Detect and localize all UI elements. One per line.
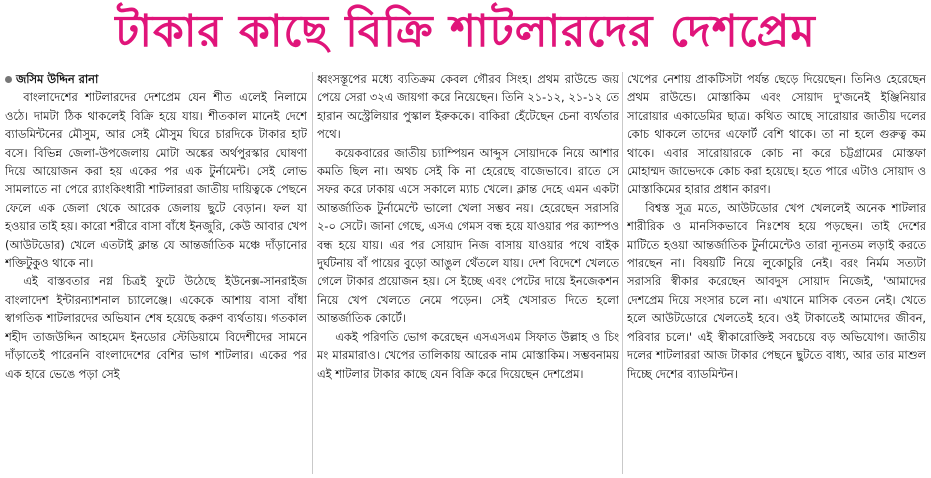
paragraph: কয়েকবারের জাতীয় চ্যাম্পিয়ন আব্দুস সোয়াদকে নিয়ে আশার কমতি ছিল না। অথচ সেই কি না হেরেছে বাজেভাবে। রাতে সে সফর করে ঢাকায় এসে সকালে ম্যাচ খেলে। ক্লান্ত দেহে এমন একটা আন্তর্জাতিক টুর্নামেন্টে ভালো খেলা সম্ভব নয়। হেরেছেন সরাসরি ২-০ সেটে। জানা গেছে, এসএ গেমস বন্ধ হয়ে যাওয়ার পর ক্যাম্পও বন্ধ হয়ে যায়। এর পর সোয়াদ নিজ বাসায় যাওয়ার পথে বাইক দুর্ঘটনায় বাঁ পায়ের বুড়ো আঙুল থেঁতলে যায়। দেশ বিদেশে খেলতে গেলে টাকার প্রয়োজন হয়। সে ইচ্ছে এবং পেটের দায়ে ইনজেকশন নিয়ে খেপ খেলতে নেমে পড়েন। সেই খেসারত দিতে হলো আন্তর্জাতিক কোর্টে। <box>317 145 619 326</box>
byline <box>5 70 307 88</box>
column-separator <box>312 72 313 474</box>
paragraph: একই পরিণতি ভোগ করেছেন এসএসএম সিফাত উল্লাহ ও চিং মং মারমারাও। খেপের তালিকায় আরেক নাম মোস্তাকিম। সম্ভবনাময় এই শাটলার টাকার কাছে যেন বিক্রি করে দিয়েছেন দেশপ্রেম। <box>317 329 619 381</box>
column-separator <box>622 72 623 474</box>
bullet-icon <box>5 76 12 83</box>
article-columns <box>5 70 926 476</box>
headline: টাকার কাছে বিক্রি শাটলারদের দেশপ্রেম <box>115 6 816 57</box>
paragraph: ধ্বংসস্তূপের মধ্যে ব্যতিক্রম কেবল গৌরব সিংহ। প্রথম রাউন্ডে জয় পেয়ে সেরা ৩২এ জায়গা করে নিয়েছেন। তিনি ২১-১২, ২১-১২ তে হারান অস্ট্রেলিয়ার পুস্কাল ইরুককে। বাকিরা হেঁটেছেন চেনা ব্যর্থতার পথে। <box>317 72 619 142</box>
paragraph: বাংলাদেশের শাটলারদের দেশপ্রেম যেন শীত এলেই নিলামে ওঠে। দামটা ঠিক থাকলেই বিক্রি হয়ে যায়। শীতকাল মানেই দেশে ব্যাডমিন্টনের মৌসুম, আর সেই মৌসুম ঘিরে চারদিকে টাকার হাট বসে। বিভিন্ন জেলা-উপজেলায় মোটা অঙ্কের অর্থপুরস্কার ঘোষণা দিয়ে আয়োজন করা হয় একের পর এক টুর্নামেন্ট। সেই লোভ সামলাতে না পেরে র‍্যাংকিংধারী শাটলাররা জাতীয় দায়িত্বকে পেছনে ফেলে এক জেলা থেকে আরেক জেলায় ছুটে বেড়ান। ফল যা হওয়ার তাই হয়। কারো শরীরে বাসা বাঁধে ইনজুরি, কেউ আবার খেপ (আউটডোর) খেলে এতটাই ক্লান্ত যে আন্তর্জাতিক মঞ্চে দাঁড়ানোর শক্তিটুকুও থাকে না। <box>5 90 307 271</box>
paragraph: বিশ্বস্ত সূত্র মতে, আউটডোর খেপ খেললেই অনেক শাটলার শারীরিক ও মানসিকভাবে নিঃশেষ হয়ে পড়ছেন। তাই দেশের মাটিতে হওয়া আন্তর্জাতিক টুর্নামেন্টেও তারা ন্যূনতম লড়াই করতে পারছেন না। বিষয়টি নিয়ে লুকোচুরি নেই। বরং নির্মম সত্যটা সরাসরি স্বীকার করেছেন আবদুস সোয়াদ নিজেই, 'আমাদের দেশপ্রেম দিয়ে সংসার চলে না। এখানে মাসিক বেতন নেই। খেতে হলে আউটডোরে খেলতেই হবে। ওই টাকাতেই আমাদের জীবন, পরিবার চলে।' এই স্বীকারোক্তিই সবচেয়ে বড় অভিযোগ। জাতীয় দলের শাটলাররা আজ টাকার পেছনে ছুটতে বাধ্য, আর তার মাশুল দিচ্ছে দেশের ব্যাডমিন্টন। <box>627 200 926 381</box>
article-column-2 <box>317 70 619 476</box>
paragraph: এই বাস্তবতার নগ্ন চিত্রই ফুটে উঠেছে ইউনেক্স-সানরাইজ বাংলাদেশ ইন্টারন্যাশনাল চ্যালেঞ্জে। একেকে আশায় বাসা বাঁধা স্বাগতিক শাটলারদের অভিযান শেষ হয়েছে করুণ ব্যর্থতায়। গতকাল শহীদ তাজউদ্দিন আহমেদ ইনডোর স্টেডিয়ামে বিদেশীদের সামনে দাঁড়াতেই পারেননি বাংলাদেশের বেশির ভাগ শাটলার। একের পর এক হারে ভেঙে পড়া সেই <box>5 274 307 381</box>
article-column-3 <box>627 70 926 476</box>
byline-author: জসিম উদ্দিন রানা <box>16 72 99 86</box>
article-column-1 <box>5 70 307 476</box>
paragraph: খেপের নেশায় প্রাকটিসটা পর্যন্ত ছেড়ে দিয়েছেন। তিনিও হেরেছেন প্রথম রাউন্ডে। মোস্তাকিম এবং সোয়াদ দু'জনেই ইঞ্জিনিয়ার সারোয়ার একাডেমির ছাত্র। কথিত আছে সারোয়ার জাতীয় দলের কোচ থাকলে তাদের এফোর্ট বেশি থাকে। তা না হলে গুরুত্ব কম থাকে। এবার সারোয়ারকে কোচ না করে চট্টগ্রামের মোস্তফা মোহাম্মদ জাভেদকে কোচ করা হয়েছে। হতে পারে এটাও সোয়াদ ও মোস্তাকিমের হারার প্রধান কারণ। <box>627 72 926 197</box>
